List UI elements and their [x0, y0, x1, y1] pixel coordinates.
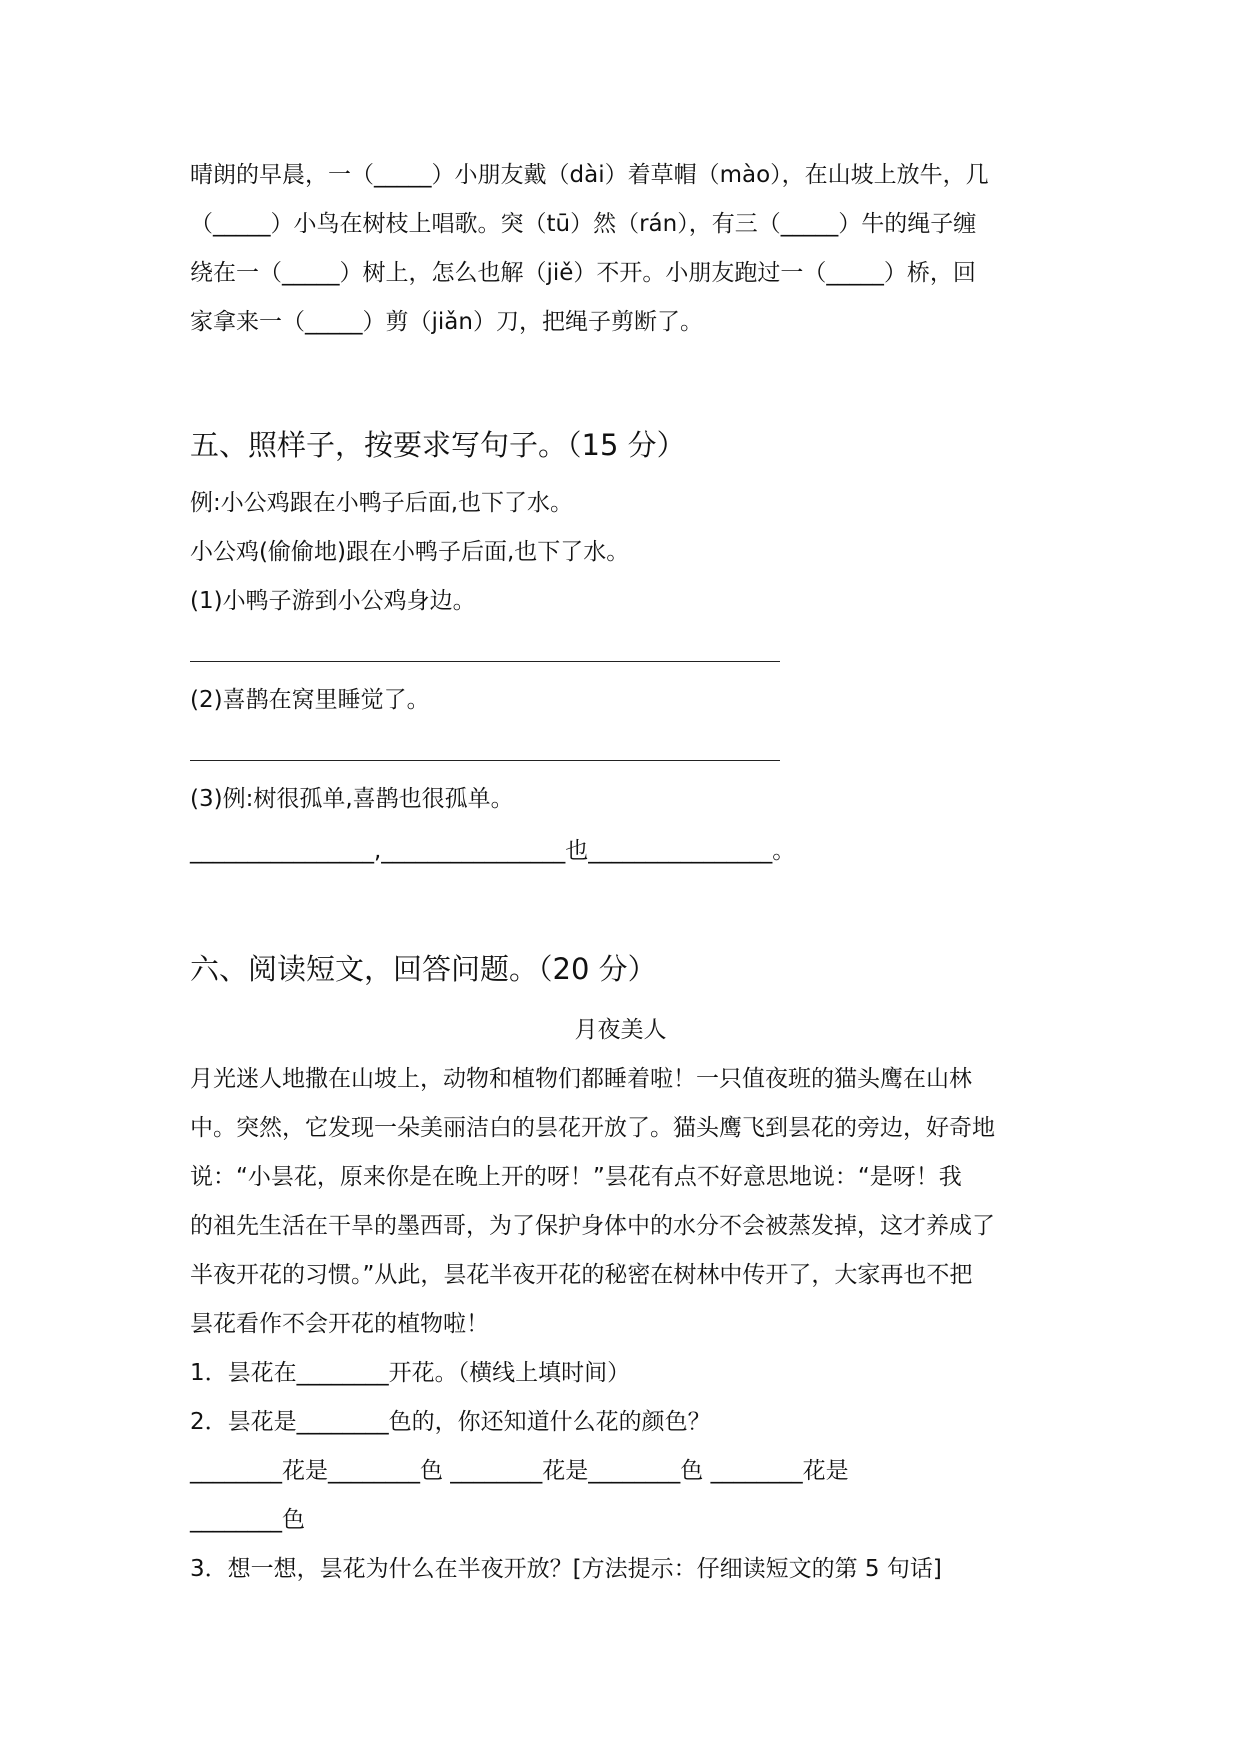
section-5-example-1: 例:小公鸡跟在小鸭子后面,也下了水。 [190, 490, 574, 516]
passage-line-1: 月光迷人地撒在山坡上，动物和植物们都睡着啦！一只值夜班的猫头鹰在山林 [190, 1066, 972, 1092]
section-5-question-2: (2)喜鹊在窝里睡觉了。 [190, 687, 430, 713]
paragraph-line-1: 晴朗的早晨，一（_____）小朋友戴（dài）着草帽（mào），在山坡上放牛，几 [190, 162, 989, 188]
section-5-heading: 五、照样子，按要求写句子。（15 分） [190, 428, 686, 462]
passage-line-4: 的祖先生活在干旱的墨西哥，为了保护身体中的水分不会被蒸发掉，这才养成了 [190, 1213, 995, 1239]
section-6-question-2: 2．昙花是________色的，你还知道什么花的颜色？ [190, 1409, 711, 1435]
section-5-question-3: (3)例:树很孤单,喜鹊也很孤单。 [190, 786, 514, 812]
section-6-question-1: 1．昙花在________开花。（横线上填时间） [190, 1360, 631, 1386]
answer-line-2[interactable] [190, 760, 780, 761]
answer-line-1[interactable] [190, 661, 780, 662]
paragraph-line-2: （_____）小鸟在树枝上唱歌。突（tū）然（rán），有三（_____）牛的绳子缠 [190, 211, 977, 237]
passage-line-5: 半夜开花的习惯。”从此，昙花半夜开花的秘密在树林中传开了，大家再也不把 [190, 1262, 973, 1288]
section-6-question-2-blanks-2[interactable]: ________色 [190, 1507, 305, 1533]
section-6-question-3: 3．想一想，昙花为什么在半夜开放？[方法提示：仔细读短文的第 5 句话] [190, 1556, 942, 1582]
passage-line-3: 说：“小昙花，原来你是在晚上开的呀！”昙花有点不好意思地说：“是呀！我 [190, 1164, 962, 1190]
section-6-heading: 六、阅读短文，回答问题。（20 分） [190, 952, 657, 986]
passage-line-6: 昙花看作不会开花的植物啦！ [190, 1311, 489, 1337]
section-5-question-3-template[interactable]: ________________,________________也________________。 [190, 838, 796, 864]
passage-line-2: 中。突然，它发现一朵美丽洁白的昙花开放了。猫头鹰飞到昙花的旁边，好奇地 [190, 1115, 995, 1141]
section-6-question-2-blanks-1[interactable]: ________花是________色 ________花是________色 ________花是 [190, 1458, 849, 1484]
paragraph-line-3: 绕在一（_____）树上，怎么也解（jiě）不开。小朋友跑过一（_____）桥，回 [190, 260, 976, 286]
section-5-question-1: (1)小鸭子游到小公鸡身边。 [190, 588, 476, 614]
section-5-example-2: 小公鸡(偷偷地)跟在小鸭子后面,也下了水。 [190, 539, 630, 565]
paragraph-line-4: 家拿来一（_____）剪（jiǎn）刀，把绳子剪断了。 [190, 309, 703, 335]
passage-title: 月夜美人 [574, 1017, 667, 1043]
